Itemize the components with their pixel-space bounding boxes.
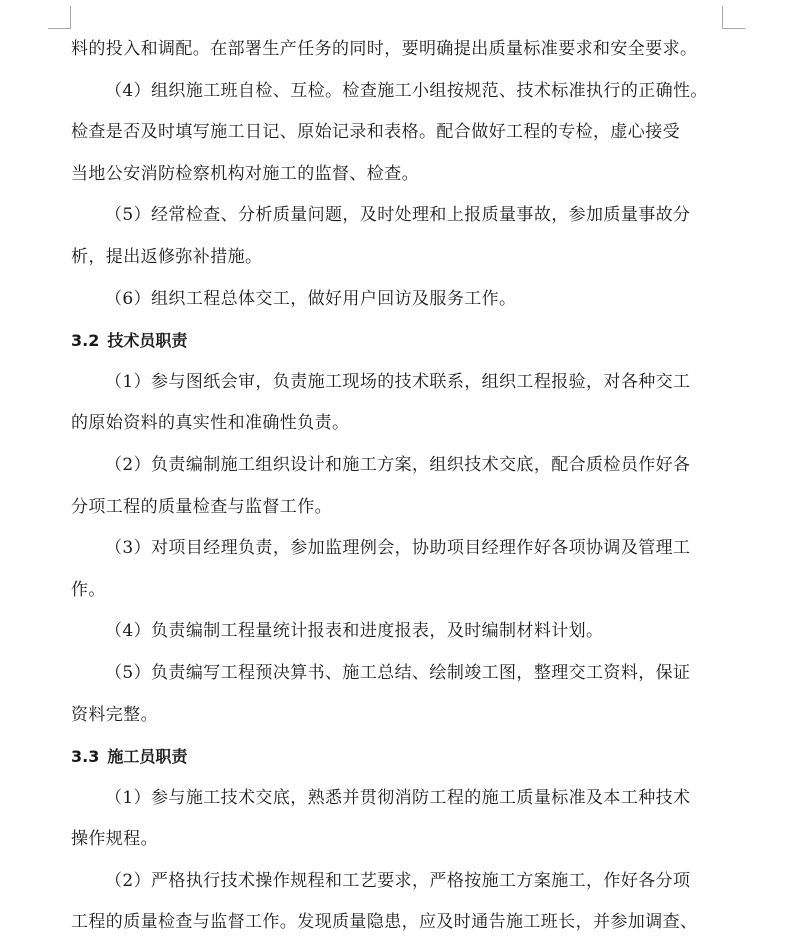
text-line: （5）负责编写工程预决算书、施工总结、绘制竣工图，整理交工资料，保证 <box>105 662 691 683</box>
text-line: （4）组织施工班自检、互检。检查施工小组按规范、技术标准执行的正确性。 <box>105 80 708 101</box>
section-heading-3-2 <box>71 320 731 362</box>
text-line: 检查是否及时填写施工日记、原始记录和表格。配合做好工程的专检，虚心接受 <box>71 122 680 143</box>
text-line: 料的投入和调配。在部署生产任务的同时，要明确提出质量标准要求和安全要求。 <box>71 39 698 59</box>
section-number: 3.3 <box>71 747 100 767</box>
text-line: 作。 <box>71 579 106 600</box>
text-line: 操作规程。 <box>71 829 158 850</box>
section-title: 施工员职责 <box>107 747 188 767</box>
text-line: （5）经常检查、分析质量问题，及时处理和上报质量事故，参加质量事故分 <box>105 205 691 226</box>
text-line: 析，提出返修弥补措施。 <box>71 246 263 267</box>
section-title: 技术员职责 <box>107 331 188 351</box>
section-number: 3.2 <box>71 331 100 351</box>
text-line: （6）组织工程总体交工，做好用户回访及服务工作。 <box>105 288 517 309</box>
document-body <box>71 29 731 944</box>
text-line: 工程的质量检查与监督工作。发现质量隐患，应及时通告施工班长，并参加调查、 <box>71 912 698 933</box>
text-line: （3）对项目经理负责，参加监理例会，协助项目经理作好各项协调及管理工 <box>105 538 691 559</box>
crop-mark-top-left <box>48 6 71 29</box>
text-line: （1）参与施工技术交底，熟悉并贯彻消防工程的施工质量标准及本工种技术 <box>105 787 691 808</box>
text-line: （1）参与图纸会审，负责施工现场的技术联系，组织工程报验，对各种交工 <box>105 371 691 392</box>
text-line: （2）负责编制施工组织设计和施工方案，组织技术交底，配合质检员作好各 <box>105 454 691 475</box>
section-heading-3-3 <box>71 736 731 778</box>
text-line: （4）负责编制工程量统计报表和进度报表，及时编制材料计划。 <box>105 621 604 642</box>
text-line: 的原始资料的真实性和准确性负责。 <box>71 413 350 434</box>
text-line: 分项工程的质量检查与监督工作。 <box>71 496 332 517</box>
text-line: 资料完整。 <box>71 704 158 725</box>
text-line: 当地公安消防检察机构对施工的监督、检查。 <box>71 163 419 184</box>
crop-mark-top-right <box>722 6 745 29</box>
text-line: （2）严格执行技术操作规程和工艺要求，严格按施工方案施工，作好各分项 <box>105 870 691 891</box>
